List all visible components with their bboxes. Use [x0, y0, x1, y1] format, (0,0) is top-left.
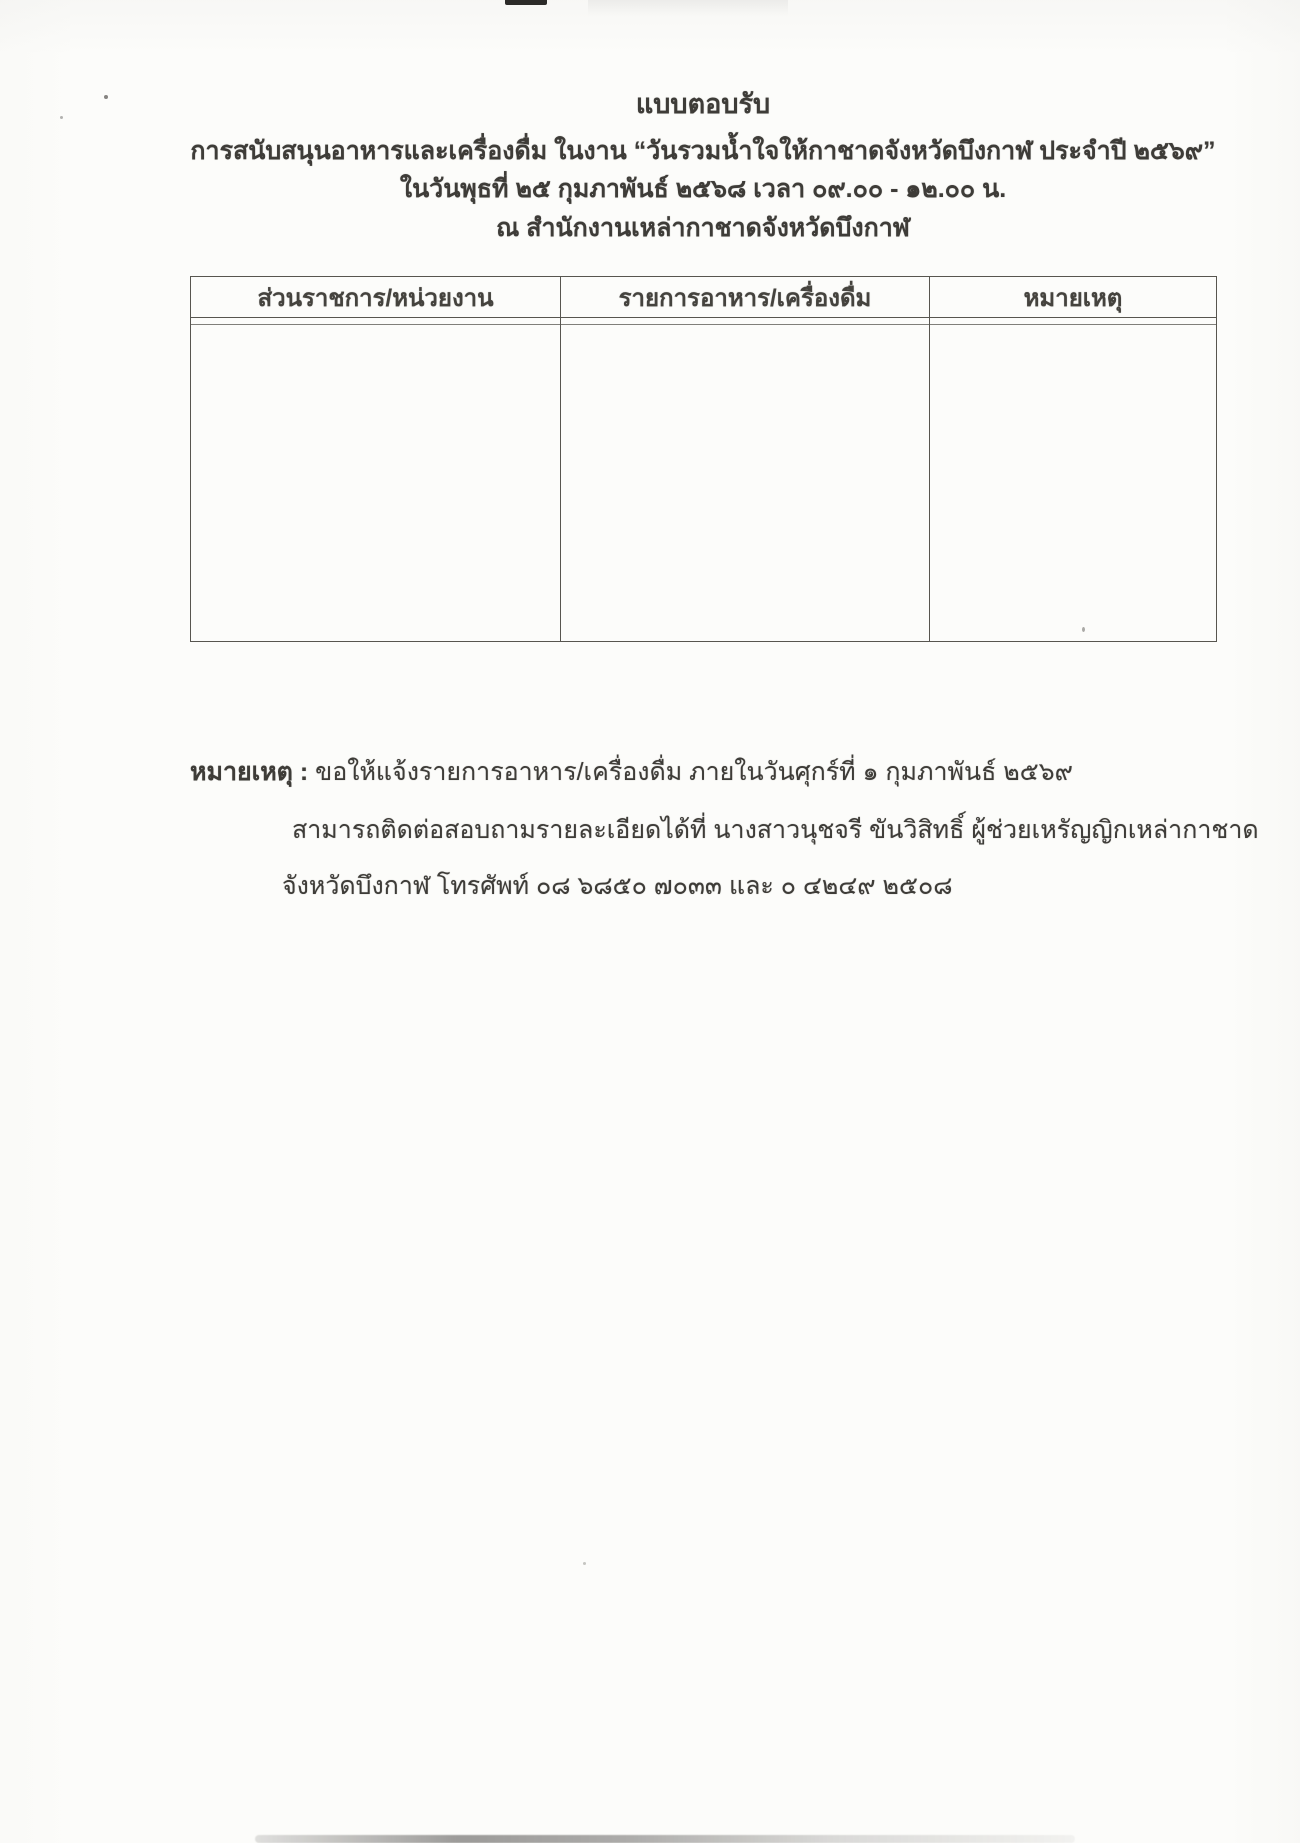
scan-artifact-dot	[60, 116, 63, 119]
note-line-1	[190, 752, 1073, 792]
cell-agency	[191, 318, 561, 642]
response-table	[190, 276, 1217, 642]
table-header-row	[191, 277, 1217, 318]
scan-artifact-dot	[104, 95, 108, 99]
cell-food-items	[561, 318, 930, 642]
note-label: หมายเหตุ :	[190, 758, 309, 786]
event-subtitle: การสนับสนุนอาหารและเครื่องดื่ม ในงาน “วันรวมน้ำใจให้กาชาดจังหวัดบึงกาฬ ประจำปี ๒๕๖๙”	[190, 137, 1216, 165]
event-venue-line: ณ สำนักงานเหล่ากาชาดจังหวัดบึงกาฬ	[496, 214, 910, 242]
scan-artifact-top-dash	[505, 0, 547, 5]
scan-artifact-top-haze	[588, 0, 788, 16]
document-title: แบบตอบรับ	[635, 89, 771, 119]
event-date-line: ในวันพุธที่ ๒๕ กุมภาพันธ์ ๒๕๖๘ เวลา ๐๙.๐๐ - ๑๒.๐๐ น.	[399, 175, 1007, 203]
note-line-1-text: ขอให้แจ้งรายการอาหาร/เครื่องดื่ม ภายในวันศุกร์ที่ ๑ กุมภาพันธ์ ๒๕๖๙	[315, 758, 1073, 786]
cell-remark	[930, 318, 1217, 642]
note-line-3: จังหวัดบึงกาฬ โทรศัพท์ ๐๘ ๖๘๕๐ ๗๐๓๓ และ ๐ ๔๒๔๙ ๒๕๐๘	[282, 872, 953, 900]
response-table-wrapper	[190, 276, 1216, 642]
note-line-2: สามารถติดต่อสอบถามรายละเอียดได้ที่ นางสาวนุชจรี ขันวิสิทธิ์ ผู้ช่วยเหรัญญิกเหล่ากาชาด	[292, 816, 1259, 844]
header-agency: ส่วนราชการ/หน่วยงาน	[191, 277, 561, 318]
scan-artifact-bottom-smudge	[255, 1835, 1075, 1843]
scan-artifact-dot	[583, 1562, 586, 1565]
header-double-rule	[190, 324, 1216, 325]
header-food-items: รายการอาหาร/เครื่องดื่ม	[561, 277, 930, 318]
header-remark: หมายเหตุ	[930, 277, 1217, 318]
table-row	[191, 318, 1217, 642]
